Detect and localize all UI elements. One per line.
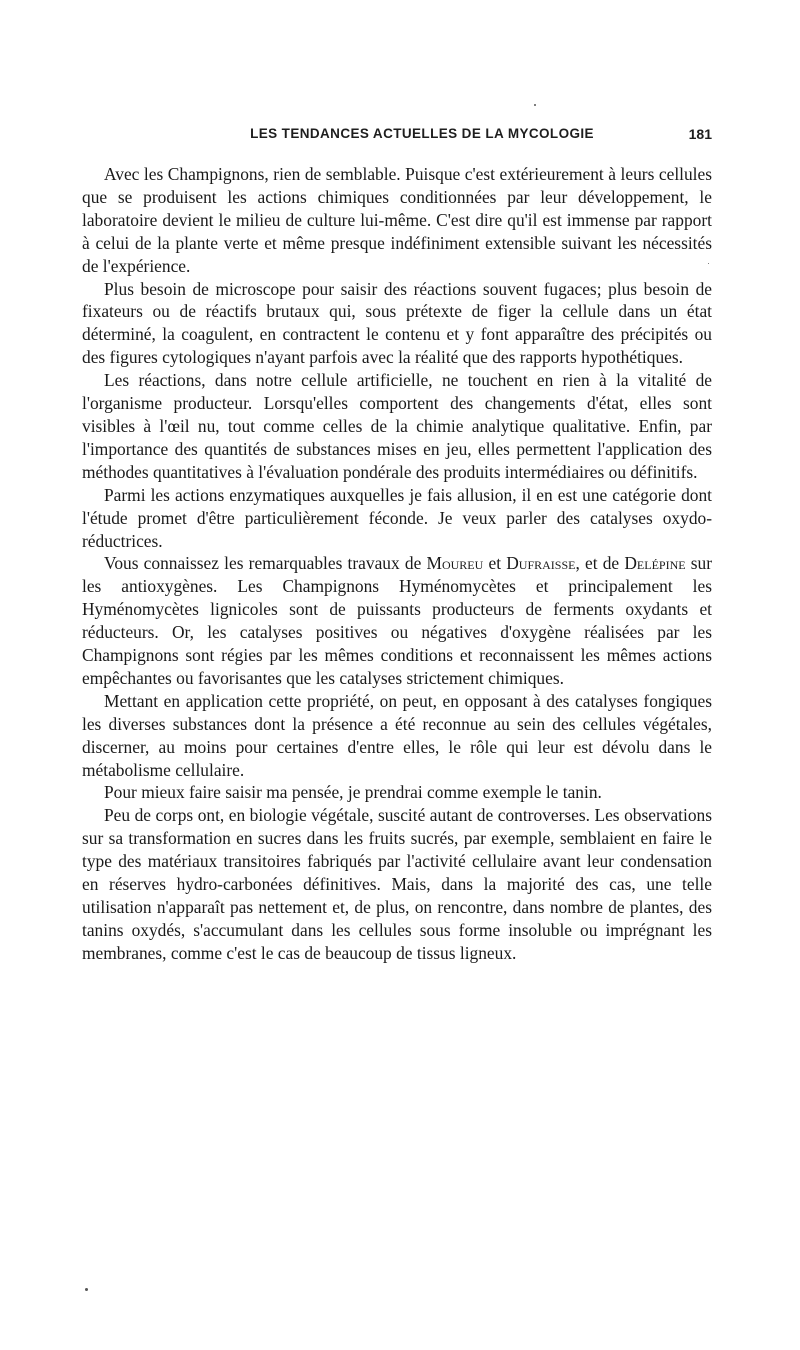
paragraph-1: Avec les Champignons, rien de semblable. Puisque c'est extérieurement à leurs cellules que se produisent les actions chimiques conditionnées par leur développement, le laboratoire devient le milieu de culture lui-même. C'est dire qu'il est immense par rapport à celui de la plante verte et même presque indéfiniment extensible suivant les nécessités de l'expérience. [82,164,712,276]
running-title: LES TENDANCES ACTUELLES DE LA MYCOLOGIE [250,126,594,141]
paragraph-5-part-4: sur les antioxygènes. Les Champignons Hyménomycètes et principalement les Hyménomycètes lignicoles sont de puissants producteurs de ferments oxydants et réducteurs. Or, les catalyses positives ou négatives d'oxygène réalisées par les Champignons sont régies par les mêmes conditions et reconnaissent les mêmes actions empêchantes ou favorisantes que les catalyses strictement chimiques. [82,553,713,688]
paragraph-5-part-2: et [483,553,507,574]
paragraph-7: Pour mieux faire saisir ma pensée, je prendrai comme exemple le tanin. [104,782,602,803]
author-name-delepine: Delépine [624,553,686,574]
running-head [82,126,712,152]
print-speck [85,1288,88,1291]
author-name-moureu: Moureu [426,553,484,574]
paragraph-5-part-1: Vous connaissez les remarquables travaux de [104,553,427,574]
paragraph-5 [82,552,712,689]
paragraph-6: Mettant en application cette propriété, on peut, en opposant à des catalyses fongiques les diverses substances dont la présence a été reconnue au sein des cellules végétales, discerner, au moins pour certaines d'entre elles, le rôle qui leur est dévolu dans le métabolisme cellulaire. [82,690,712,780]
paragraph-8: Peu de corps ont, en biologie végétale, suscité autant de controverses. Les observations sur sa transformation en sucres dans les fruits sucrés, par exemple, semblaient en faire le type des matériaux transitoires fabriqués par l'activité cellulaire avant leur condensation en réserves hydro-carbonées définitives. Mais, dans la majorité des cas, une telle utilisation n'apparaît pas nettement et, de plus, on rencontre, dans nombre de plantes, des tanins oxydés, s'accumulant dans les cellules sous forme insoluble ou imprégnant les membranes, comme c'est le cas de beaucoup de tissus ligneux. [82,805,712,963]
print-speck [534,104,536,106]
paragraph-5-part-3: , et de [575,553,625,574]
paragraph-2: Plus besoin de microscope pour saisir des réactions souvent fugaces; plus besoin de fixateurs ou de réactifs brutaux qui, sous prétexte de figer la cellule dans un état déterminé, la coagulent, en contractent le contenu et y font apparaître des précipités ou des figures cytologiques n'ayant parfois avec la réalité que des rapports hypothétiques. [82,278,712,368]
text-body [82,163,712,965]
page-number: 181 [688,126,712,142]
paragraph-3: Les réactions, dans notre cellule artificielle, ne touchent en rien à la vitalité de l'organisme producteur. Lorsqu'elles comportent des changements d'état, elles sont visibles à l'œil nu, tout comme celles de la chimie analytique qualitative. Enfin, par l'importance des quantités de substances mises en jeu, elles permettent l'application des méthodes quantitatives à l'évaluation pondérale des produits intermédiaires ou définitifs. [82,370,712,482]
paragraph-4: Parmi les actions enzymatiques auxquelles je fais allusion, il en est une catégorie dont l'étude promet d'être particulièrement féconde. Je veux parler des catalyses oxydo-réductrices. [82,484,712,551]
author-name-dufraisse: Dufraisse [506,553,576,574]
